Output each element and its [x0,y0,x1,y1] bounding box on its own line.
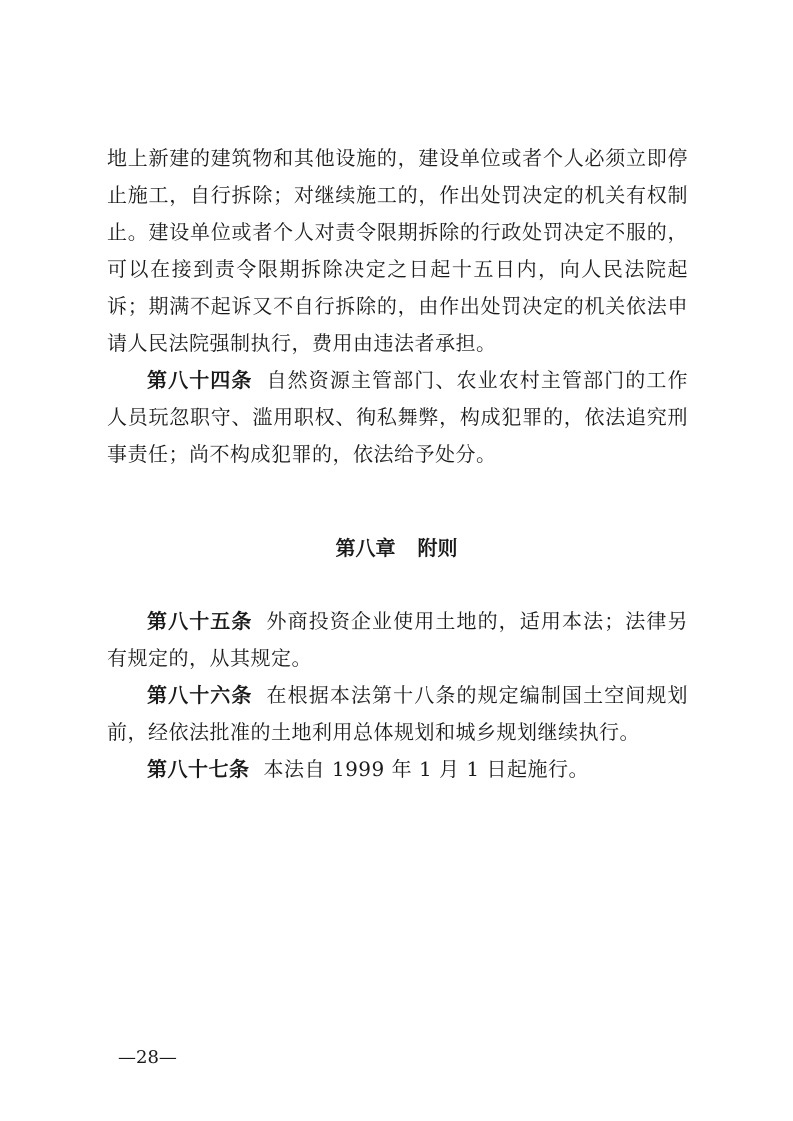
article-87-text: 本法自 1999 年 1 月 1 日起施行。 [263,757,589,781]
article-83-continuation: 地上新建的建筑物和其他设施的，建设单位或者个人必须立即停止施工，自行拆除；对继续施工的，作出处罚决定的机关有权制止。建设单位或者个人对责令限期拆除的行政处罚决定不服的，可以在接到责令限期拆除决定之日起十五日内，向人民法院起诉；期满不起诉又不自行拆除的，由作出处罚决定的机关依法申请人民法院强制执行，费用由违法者承担。 [107,146,688,355]
chapter-number: 第八章 [335,536,396,560]
chapter-name: 附则 [417,536,458,560]
article-84-text: 自然资源主管部门、农业农村主管部门的工作人员玩忽职守、滥用职权、徇私舞弊，构成犯罪的，依法追究刑事责任；尚不构成犯罪的，依法给予处分。 [107,368,689,466]
article-87 [107,751,688,788]
article-85-text: 外商投资企业使用土地的，适用本法；法律另有规定的，从其规定。 [107,609,689,670]
article-85-heading: 第八十五条 [147,609,253,633]
page-number: —28— [118,1047,177,1068]
article-84 [107,362,688,473]
chapter-title [0,530,793,567]
article-85 [107,603,688,677]
section-after-chapter [107,603,688,788]
article-86 [107,677,688,751]
article-86-heading: 第八十六条 [147,683,253,707]
article-84-heading: 第八十四条 [147,368,253,392]
article-87-heading: 第八十七条 [147,757,250,781]
section-before-chapter [107,140,688,473]
article-86-text: 在根据本法第十八条的规定编制国土空间规划前，经依法批准的土地利用总体规划和城乡规划继续执行。 [107,683,689,744]
